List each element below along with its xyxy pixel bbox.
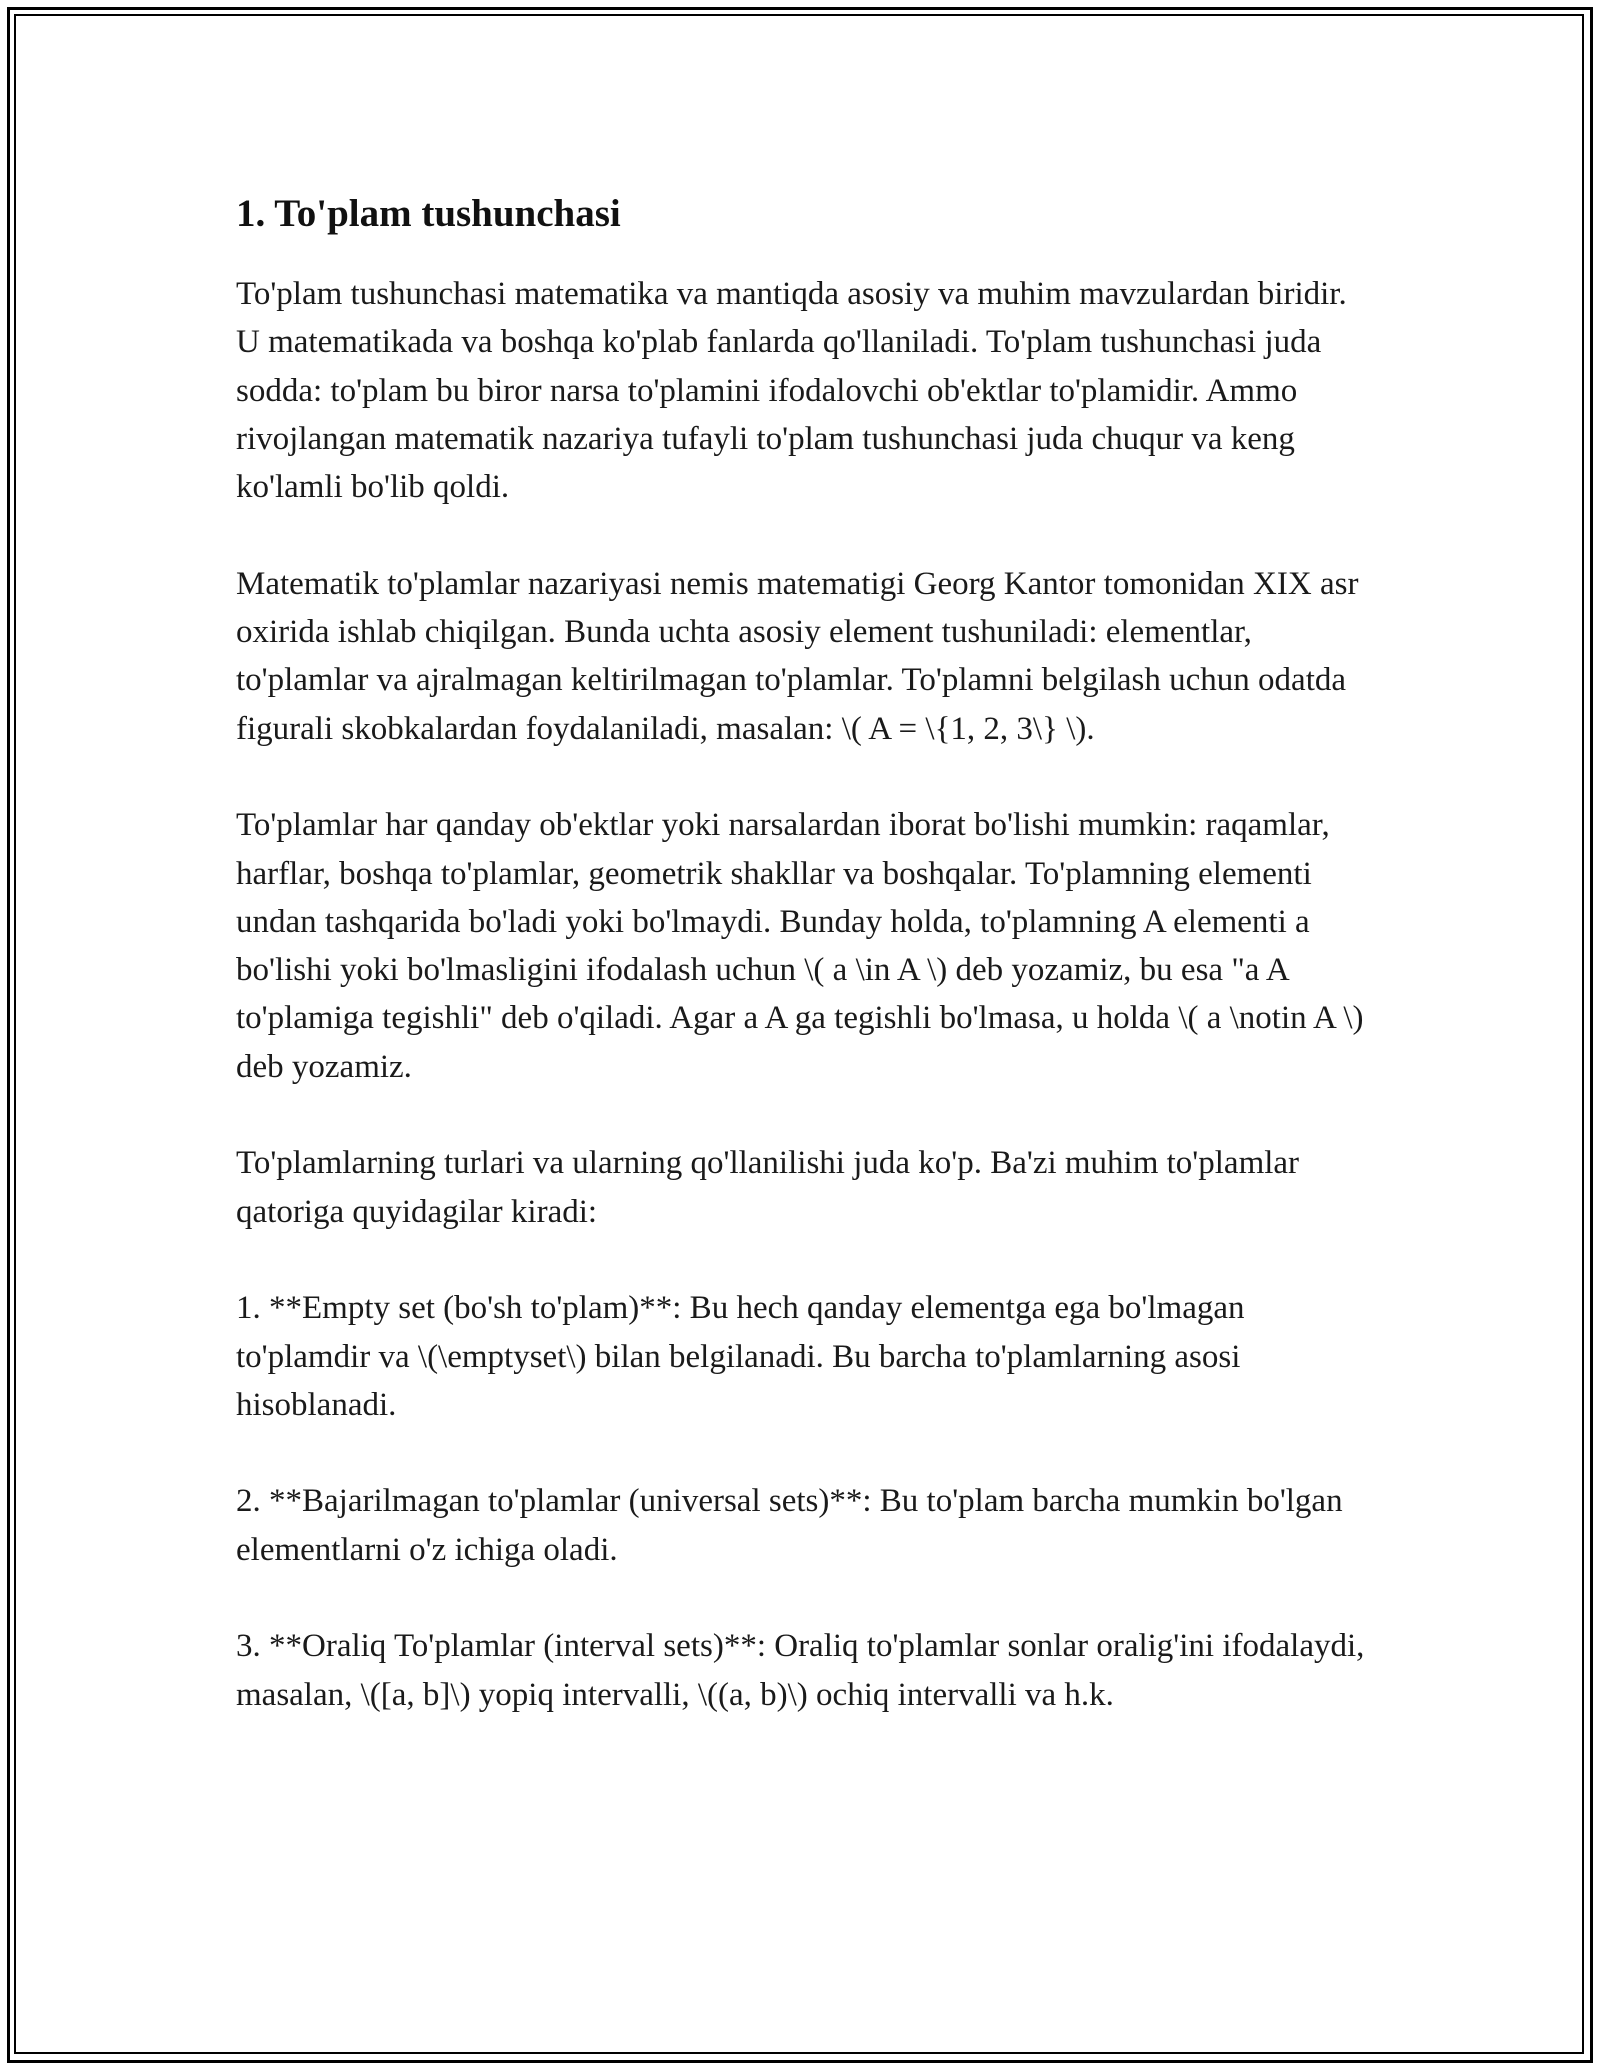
list-item-interval-set: 3. **Oraliq To'plamlar (interval sets)**: Oraliq to'plamlar sonlar oralig'ini ifodalaydi, masalan, \([a, b]\) yopiq intervalli, \((a, b)\) ochiq intervalli va h.k. [236, 1628, 1365, 1713]
paragraph-cantor: Matematik to'plamlar nazariyasi nemis matematigi Georg Kantor tomonidan XIX asr oxirida ishlab chiqilgan. Bunda uchta asosiy element tushuniladi: elementlar, to'plamlar va ajralmagan keltirilmagan to'plamlar. To'plamni belgilash uchun odatda figurali skobkalardan foydalaniladi, masalan: \( A = \{1, 2, 3\} \). [236, 565, 1359, 747]
section-heading: 1. To'plam tushunchasi [236, 192, 621, 235]
list-item-universal-set: 2. **Bajarilmagan to'plamlar (universal sets)**: Bu to'plam barcha mumkin bo'lgan elementlarni o'z ichiga oladi. [236, 1483, 1343, 1568]
document-body [236, 186, 1366, 1767]
paragraph-intro: To'plam tushunchasi matematika va mantiqda asosiy va muhim mavzulardan biridir. U matematikada va boshqa ko'plab fanlarda qo'llaniladi. To'plam tushunchasi juda sodda: to'plam bu biror narsa to'plamini ifodalovchi ob'ektlar to'plamidir. Ammo rivojlangan matematik nazariya tufayli to'plam tushunchasi juda chuqur va keng ko'lamli bo'lib qoldi. [236, 276, 1347, 506]
paragraph-types-intro: To'plamlarning turlari va ularning qo'llanilishi juda ko'p. Ba'zi muhim to'plamlar qatoriga quyidagilar kiradi: [236, 1145, 1300, 1230]
paragraph-elements: To'plamlar har qanday ob'ektlar yoki narsalardan iborat bo'lishi mumkin: raqamlar, harflar, boshqa to'plamlar, geometrik shakllar va boshqalar. To'plamning elementi undan tashqarida bo'ladi yoki bo'lmaydi. Bunday holda, to'plamning A elementi a bo'lishi yoki bo'lmasligini ifodalash uchun \( a \in A \) deb yozamiz, bu esa "a A to'plamiga tegishli" deb o'qiladi. Agar a A ga tegishli bo'lmasa, u holda \( a \notin A \) deb yozamiz. [236, 807, 1364, 1085]
list-item-empty-set: 1. **Empty set (bo'sh to'plam)**: Bu hech qanday elementga ega bo'lmagan to'plamdir va \(\emptyset\) bilan belgilanadi. Bu barcha to'plamlarning asosi hisoblanadi. [236, 1290, 1245, 1423]
